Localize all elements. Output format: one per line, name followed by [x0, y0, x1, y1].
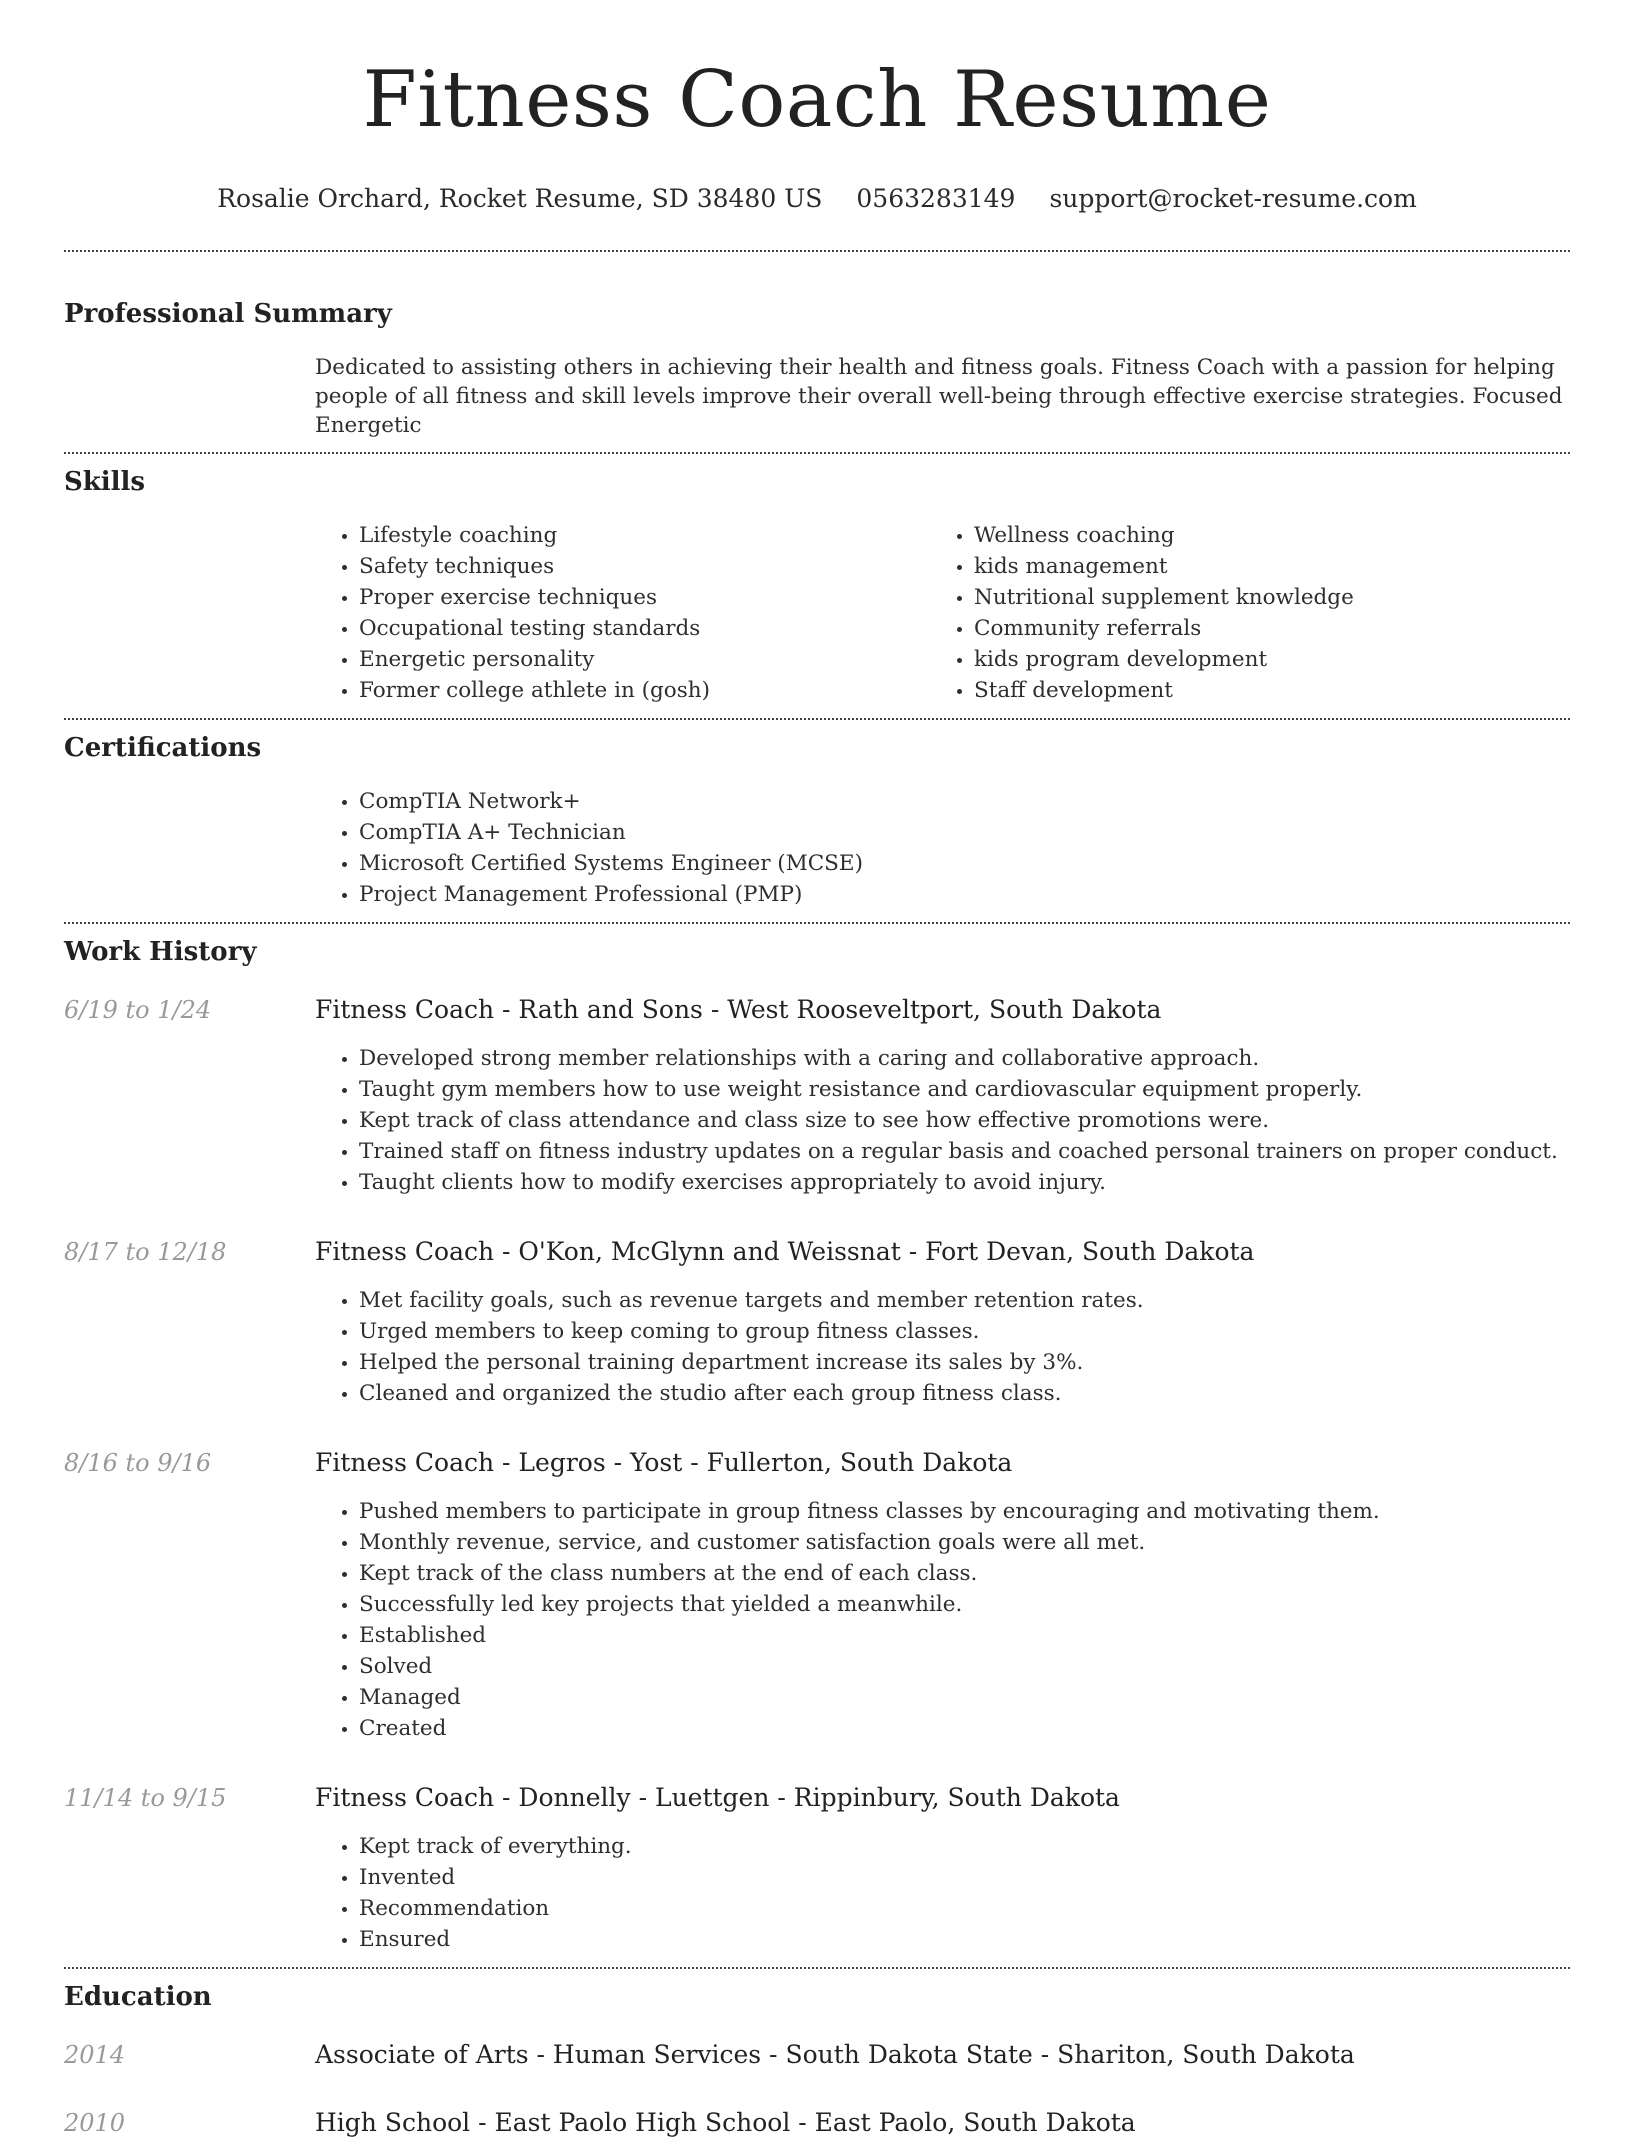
summary-text: Dedicated to assisting others in achieving their health and fitness goals. Fitness Coach with a passion for helping people of all fitness and skill levels improve their overall well-being through effective exercise strategies. Focused Energetic	[315, 355, 1563, 438]
list-item: • Wellness coaching	[974, 520, 1545, 551]
skills-list-right	[930, 520, 1545, 706]
list-item: • CompTIA A+ Technician	[359, 817, 1570, 848]
list-item: • Pushed members to participate in group fitness classes by encouraging and motivating them.	[359, 1496, 1570, 1527]
list-item: • Occupational testing standards	[359, 613, 930, 644]
list-item: • Managed	[359, 1682, 1570, 1713]
job-bullets	[315, 1043, 1570, 1198]
list-item: • Helped the personal training department increase its sales by 3%.	[359, 1347, 1570, 1378]
job-title: Fitness Coach - Legros - Yost - Fullerton, South Dakota	[315, 1448, 1013, 1477]
contact-email: support@rocket-resume.com	[1049, 184, 1417, 213]
contact-address: Rosalie Orchard, Rocket Resume, SD 38480 US	[217, 184, 823, 213]
list-item: • Taught gym members how to use weight resistance and cardiovascular equipment properly.	[359, 1074, 1570, 1105]
education-title: Associate of Arts - Human Services - South Dakota State - Shariton, South Dakota	[315, 2040, 1355, 2069]
list-item: • kids program development	[974, 644, 1545, 675]
job-entry	[64, 1782, 1570, 1955]
list-item: • Lifestyle coaching	[359, 520, 930, 551]
resume-title: Fitness Coach Resume	[362, 55, 1272, 145]
divider	[64, 922, 1570, 924]
certifications-list	[315, 786, 1570, 910]
job-title: Fitness Coach - O'Kon, McGlynn and Weissnat - Fort Devan, South Dakota	[315, 1237, 1255, 1266]
list-item: • Former college athlete in (gosh)	[359, 675, 930, 706]
list-item: • Kept track of everything.	[359, 1831, 1570, 1862]
divider	[64, 250, 1570, 252]
list-item: • Recommendation	[359, 1893, 1570, 1924]
contact-line	[64, 184, 1570, 214]
job-dates: 11/14 to 9/15	[64, 1784, 227, 1812]
resume-page	[64, 0, 1570, 2139]
list-item: • Project Management Professional (PMP)	[359, 879, 1570, 910]
contact-phone: 0563283149	[856, 184, 1016, 213]
work-history-section	[64, 936, 1570, 1955]
education-title: High School - East Paolo High School - East Paolo, South Dakota	[315, 2108, 1136, 2137]
list-item: • Taught clients how to modify exercises appropriately to avoid injury.	[359, 1167, 1570, 1198]
list-item: • Staff development	[974, 675, 1545, 706]
job-title: Fitness Coach - Rath and Sons - West Rooseveltport, South Dakota	[315, 995, 1162, 1024]
education-year: 2014	[64, 2041, 126, 2069]
skills-section	[64, 466, 1570, 706]
education-section	[64, 1981, 1570, 2139]
job-title: Fitness Coach - Donnelly - Luettgen - Rippinbury, South Dakota	[315, 1783, 1120, 1812]
list-item: • Trained staff on fitness industry updates on a regular basis and coached personal trainers on proper conduct.	[359, 1136, 1570, 1167]
list-item: • Energetic personality	[359, 644, 930, 675]
divider	[64, 718, 1570, 720]
education-heading: Education	[64, 1982, 212, 2012]
job-entry	[64, 994, 1570, 1198]
list-item: • Solved	[359, 1651, 1570, 1682]
list-item: • Community referrals	[974, 613, 1545, 644]
summary-section	[64, 298, 1570, 440]
list-item: • kids management	[974, 551, 1545, 582]
list-item: • Monthly revenue, service, and customer satisfaction goals were all met.	[359, 1527, 1570, 1558]
list-item: • Developed strong member relationships with a caring and collaborative approach.	[359, 1043, 1570, 1074]
list-item: • Invented	[359, 1862, 1570, 1893]
list-item: • Created	[359, 1713, 1570, 1744]
divider	[64, 1967, 1570, 1969]
skills-list-left	[315, 520, 930, 706]
list-item: • Cleaned and organized the studio after each group fitness class.	[359, 1378, 1570, 1409]
education-entry	[64, 2039, 1570, 2071]
list-item: • Ensured	[359, 1924, 1570, 1955]
education-year: 2010	[64, 2109, 126, 2137]
list-item: • Microsoft Certified Systems Engineer (MCSE)	[359, 848, 1570, 879]
job-dates: 6/19 to 1/24	[64, 996, 212, 1024]
list-item: • Established	[359, 1620, 1570, 1651]
list-item: • Successfully led key projects that yielded a meanwhile.	[359, 1589, 1570, 1620]
list-item: • Safety techniques	[359, 551, 930, 582]
list-item: • CompTIA Network+	[359, 786, 1570, 817]
job-entry	[64, 1236, 1570, 1409]
list-item: • Urged members to keep coming to group fitness classes.	[359, 1316, 1570, 1347]
list-item: • Kept track of the class numbers at the end of each class.	[359, 1558, 1570, 1589]
list-item: • Proper exercise techniques	[359, 582, 930, 613]
job-dates: 8/17 to 12/18	[64, 1238, 227, 1266]
job-bullets	[315, 1831, 1570, 1955]
job-entry	[64, 1447, 1570, 1744]
certifications-heading: Certifications	[64, 733, 262, 763]
work-history-heading: Work History	[64, 937, 257, 967]
list-item: • Met facility goals, such as revenue targets and member retention rates.	[359, 1285, 1570, 1316]
skills-heading: Skills	[64, 467, 146, 497]
job-bullets	[315, 1496, 1570, 1744]
certifications-section	[64, 732, 1570, 910]
job-dates: 8/16 to 9/16	[64, 1449, 212, 1477]
summary-heading: Professional Summary	[64, 299, 392, 329]
list-item: • Kept track of class attendance and class size to see how effective promotions were.	[359, 1105, 1570, 1136]
job-bullets	[315, 1285, 1570, 1409]
divider	[64, 452, 1570, 454]
list-item: • Nutritional supplement knowledge	[974, 582, 1545, 613]
